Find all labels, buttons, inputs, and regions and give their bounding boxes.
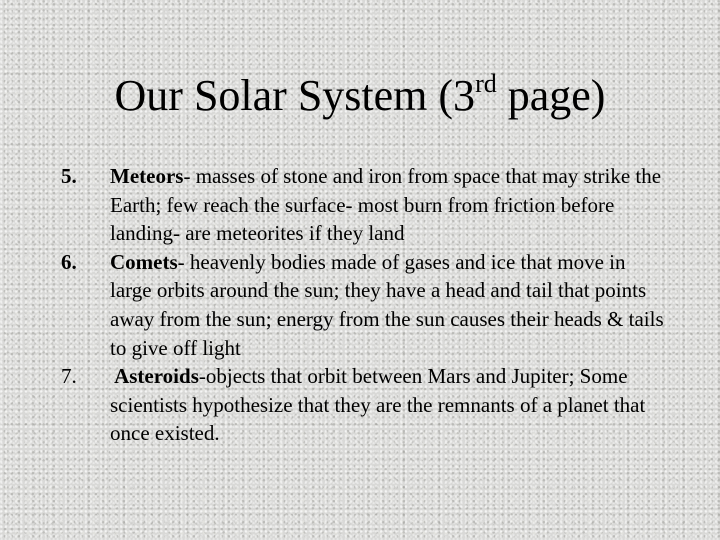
item-number: 6. xyxy=(61,249,77,274)
item-number: 5. xyxy=(61,164,77,188)
item-number: 7. xyxy=(61,364,77,389)
item-description: -objects that orbit between Mars and Jupiter; Some scientists hypothesize that they are the remnants of a planet that once existed. xyxy=(110,364,646,446)
item-term: Comets xyxy=(110,249,178,274)
item-text xyxy=(110,162,670,248)
item-description: - heavenly bodies made of gases and ice that move in large orbits around the sun; they have a head and tail that points away from the sun; energy from the sun causes their heads & tails to give off light xyxy=(110,249,664,360)
item-description: - masses of stone and iron from space that may strike the Earth; few reach the surface- most burn from friction before landing- are meteorites if they land xyxy=(110,164,662,246)
item-term: Meteors xyxy=(110,164,184,188)
title-main: Our Solar System (3 xyxy=(114,71,476,120)
item-text xyxy=(110,248,670,362)
slide-title xyxy=(0,68,720,124)
list-item-comets xyxy=(0,248,720,362)
title-tail: page) xyxy=(496,71,606,120)
title-superscript: rd xyxy=(475,69,497,98)
item-text xyxy=(110,362,670,448)
list-item-meteors xyxy=(0,162,720,248)
item-term: Asteroids xyxy=(110,364,199,389)
item-list xyxy=(0,162,720,448)
list-item-asteroids xyxy=(0,362,720,448)
